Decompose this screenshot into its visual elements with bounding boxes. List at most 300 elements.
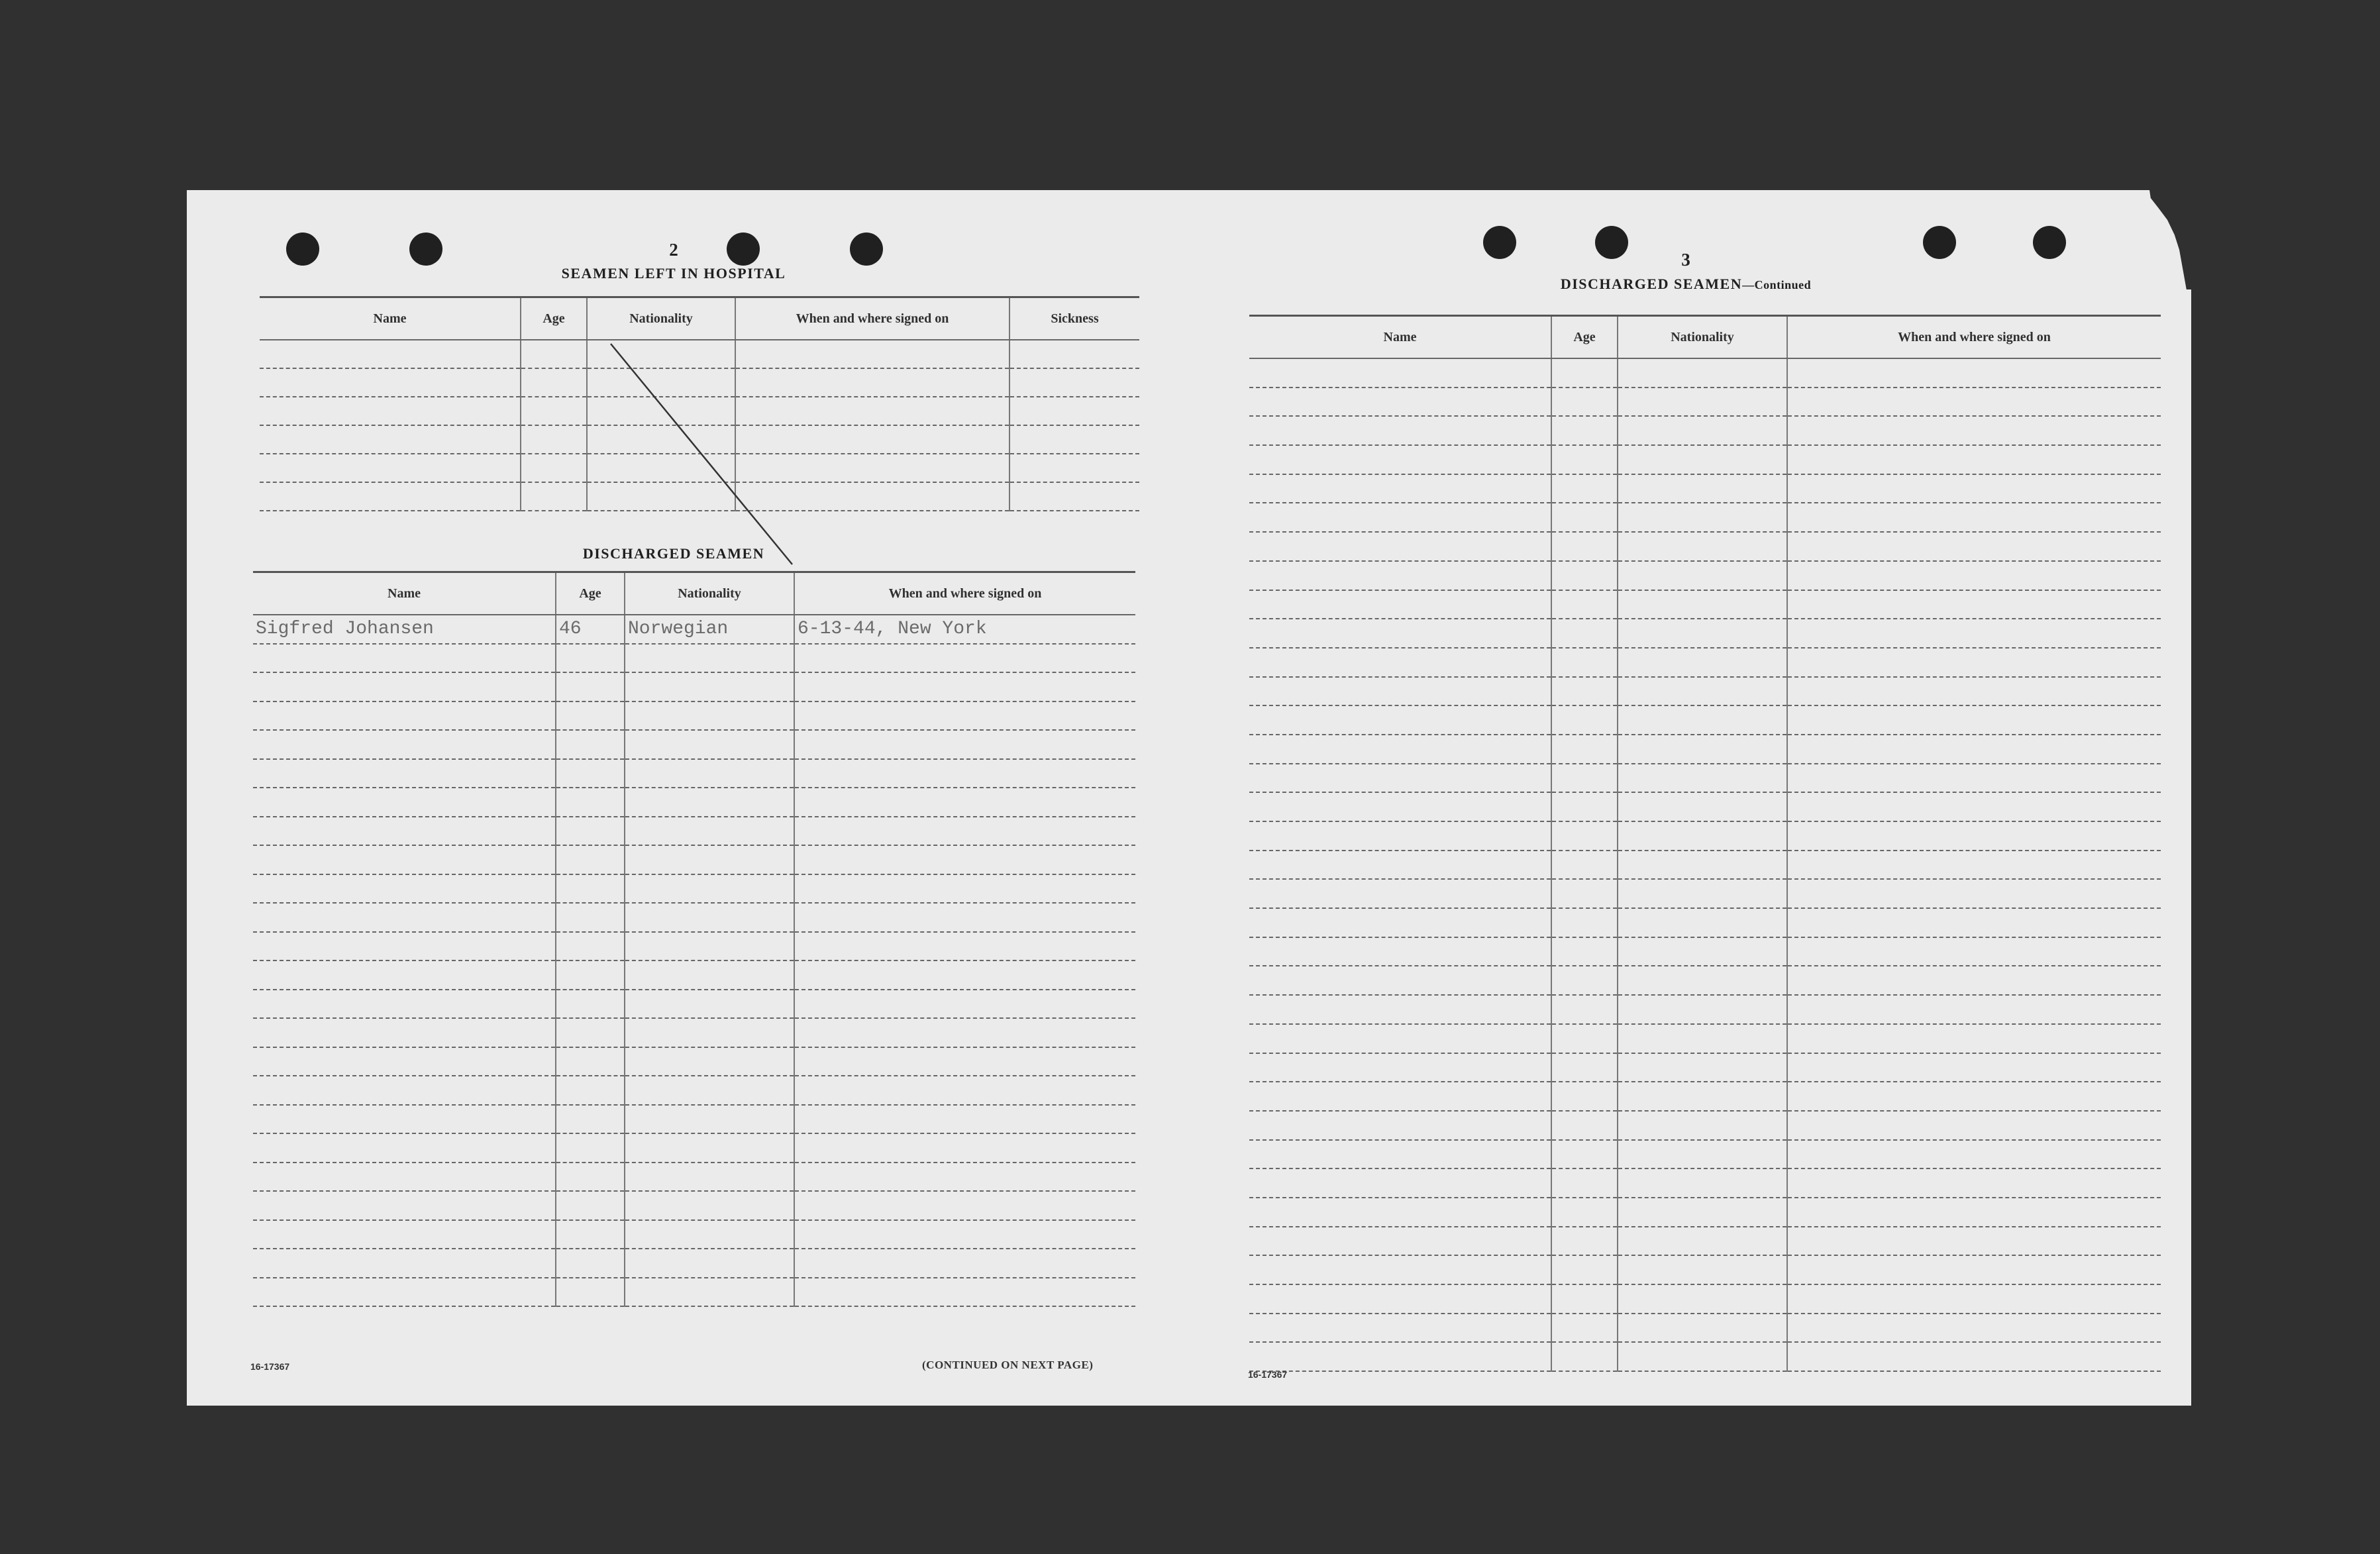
table-cell (1249, 1140, 1551, 1169)
table-cell (1618, 561, 1787, 590)
table-row (253, 1133, 1135, 1163)
table-cell (794, 1047, 1135, 1076)
table-row (1249, 821, 2161, 851)
table-cell (1551, 561, 1618, 590)
column-header: When and where signed on (735, 297, 1009, 340)
table-row (1249, 908, 2161, 937)
table-cell (1787, 995, 2161, 1024)
table-cell (253, 672, 556, 701)
table-cell (253, 788, 556, 817)
table-cell (1249, 503, 1551, 532)
table-cell (253, 1278, 556, 1307)
table-cell (1787, 532, 2161, 561)
table-row (253, 1047, 1135, 1076)
table-cell (625, 1278, 794, 1307)
section-title-text: DISCHARGED SEAMEN (1560, 276, 1743, 292)
table-cell (1551, 705, 1618, 735)
table-cell (1787, 358, 2161, 388)
table-row (1249, 995, 2161, 1024)
table-row (1249, 619, 2161, 648)
column-header: Age (556, 572, 625, 615)
table-cell (794, 1191, 1135, 1220)
table-cell (1249, 1111, 1551, 1140)
table-row (253, 960, 1135, 990)
table-row (253, 1278, 1135, 1307)
table-row (253, 1076, 1135, 1105)
table-row (1249, 590, 2161, 619)
table-cell (794, 1105, 1135, 1134)
table-row (253, 932, 1135, 961)
table-cell (1618, 474, 1787, 503)
table-row (1249, 503, 2161, 532)
column-header: Age (1551, 316, 1618, 359)
table-cell (1249, 416, 1551, 445)
discharged-continued-title (1180, 276, 2191, 293)
table-cell (1249, 851, 1551, 880)
table-row (1249, 735, 2161, 764)
table-cell (794, 1133, 1135, 1163)
table-cell (556, 1163, 625, 1192)
table-row (253, 903, 1135, 932)
torn-corner (2132, 190, 2191, 289)
table-cell (253, 845, 556, 874)
table-cell (556, 672, 625, 701)
table-cell (794, 1076, 1135, 1105)
table-cell (1787, 445, 2161, 474)
table-cell (1618, 1255, 1787, 1284)
ledger-sheet (187, 190, 2191, 1406)
table-row (1249, 792, 2161, 821)
table-cell (556, 1249, 625, 1278)
column-header: Sickness (1009, 297, 1139, 340)
table-cell (1618, 966, 1787, 995)
table-row (1249, 1140, 2161, 1169)
table-cell (794, 788, 1135, 817)
table-cell (1618, 445, 1787, 474)
table-cell (1249, 532, 1551, 561)
table-cell (625, 932, 794, 961)
table-cell (556, 730, 625, 759)
table-cell (1618, 1082, 1787, 1111)
table-cell (625, 1076, 794, 1105)
table-cell (1618, 677, 1787, 706)
page-number: 2 (669, 240, 678, 260)
table-cell (1249, 619, 1551, 648)
table-cell (1618, 821, 1787, 851)
table-cell (794, 817, 1135, 846)
table-cell (556, 1133, 625, 1163)
table-cell (556, 788, 625, 817)
table-cell (1551, 503, 1618, 532)
table-cell (1787, 705, 2161, 735)
table-cell (1249, 474, 1551, 503)
table-row (253, 701, 1135, 731)
table-cell (1551, 851, 1618, 880)
table-cell (253, 1076, 556, 1105)
table-cell (556, 903, 625, 932)
table-row (1249, 1314, 2161, 1343)
table-cell (1249, 1053, 1551, 1082)
table-cell (1787, 1111, 2161, 1140)
table-cell (1787, 1255, 2161, 1284)
table-row (1249, 966, 2161, 995)
table-cell (625, 672, 794, 701)
table-cell (1249, 648, 1551, 677)
table-cell (625, 1018, 794, 1047)
table-cell (1618, 705, 1787, 735)
table-cell (1249, 995, 1551, 1024)
table-cell (625, 817, 794, 846)
table-row (253, 990, 1135, 1019)
table-cell (1551, 1168, 1618, 1198)
table-cell (794, 1249, 1135, 1278)
table-cell (1618, 1053, 1787, 1082)
table-cell (625, 701, 794, 731)
table-cell (1551, 1111, 1618, 1140)
table-row (1249, 445, 2161, 474)
table-cell (1551, 764, 1618, 793)
table-cell (253, 1191, 556, 1220)
table-cell (1551, 1024, 1618, 1053)
table-cell (794, 990, 1135, 1019)
table-row (253, 759, 1135, 788)
column-header: Name (260, 297, 521, 340)
table-cell (253, 1133, 556, 1163)
table-cell (1551, 474, 1618, 503)
table-cell (1618, 879, 1787, 908)
column-header: When and where signed on (1787, 316, 2161, 359)
column-header: Name (1249, 316, 1551, 359)
table-cell (625, 1191, 794, 1220)
table-row (1249, 1111, 2161, 1140)
table-cell (1618, 590, 1787, 619)
table-cell (253, 1249, 556, 1278)
table-cell (1551, 1082, 1618, 1111)
table-row (1249, 388, 2161, 417)
table-cell (1618, 1314, 1787, 1343)
table-row (1249, 532, 2161, 561)
hospital-section-title: SEAMEN LEFT IN HOSPITAL (561, 265, 786, 282)
table-cell (1551, 1140, 1618, 1169)
column-header: Age (521, 297, 587, 340)
table-cell (253, 759, 556, 788)
table-row (253, 788, 1135, 817)
table-cell (1249, 358, 1551, 388)
table-row (253, 644, 1135, 673)
table-cell (794, 960, 1135, 990)
table-cell (1787, 735, 2161, 764)
table-cell (1787, 851, 2161, 880)
table-cell (1787, 590, 2161, 619)
table-cell (1618, 1342, 1787, 1371)
table-cell (1551, 937, 1618, 966)
table-cell (1787, 1053, 2161, 1082)
table-row (1249, 358, 2161, 388)
table-cell (625, 1105, 794, 1134)
table-cell (1787, 792, 2161, 821)
table-cell (1551, 388, 1618, 417)
table-cell (1551, 677, 1618, 706)
table-row (1249, 705, 2161, 735)
table-row (253, 1105, 1135, 1134)
table-row (1249, 764, 2161, 793)
table-row (253, 1163, 1135, 1192)
table-cell (1551, 1227, 1618, 1256)
table-cell (1249, 388, 1551, 417)
table-cell (1787, 937, 2161, 966)
table-cell (556, 1278, 625, 1307)
section-title-suffix: —Continued (1742, 278, 1812, 291)
table-cell (1787, 1024, 2161, 1053)
table-cell (1618, 764, 1787, 793)
table-cell (1618, 1227, 1787, 1256)
table-cell (253, 874, 556, 904)
table-cell (1249, 705, 1551, 735)
table-cell (1787, 1140, 2161, 1169)
table-row (253, 730, 1135, 759)
table-cell (1618, 416, 1787, 445)
table-cell (556, 759, 625, 788)
table-cell (1618, 1140, 1787, 1169)
table-row (253, 672, 1135, 701)
table-row (1249, 1053, 2161, 1082)
table-cell (556, 1220, 625, 1249)
table-cell (794, 1278, 1135, 1307)
table-cell (253, 644, 556, 673)
table-cell (1249, 1255, 1551, 1284)
table-row (253, 1220, 1135, 1249)
table-cell (1551, 792, 1618, 821)
table-row (253, 1018, 1135, 1047)
table-cell (253, 701, 556, 731)
table-cell (1551, 966, 1618, 995)
table-cell (1249, 937, 1551, 966)
form-code: 16-17367 (250, 1361, 290, 1372)
table-cell (794, 845, 1135, 874)
table-cell (253, 1105, 556, 1134)
form-code: 16-17367 (1248, 1369, 1288, 1380)
table-cell (1551, 1314, 1618, 1343)
table-cell (1249, 764, 1551, 793)
table-cell (1551, 1284, 1618, 1314)
discharged-continued-table (1249, 315, 2161, 1372)
table-cell (1618, 1284, 1787, 1314)
table-row (1249, 416, 2161, 445)
table-cell (1787, 821, 2161, 851)
column-header: When and where signed on (794, 572, 1135, 615)
table-cell (556, 1018, 625, 1047)
table-row (253, 1191, 1135, 1220)
discharged-section-title: DISCHARGED SEAMEN (582, 545, 765, 562)
table-cell (625, 960, 794, 990)
table-cell (556, 1191, 625, 1220)
table-cell (1618, 995, 1787, 1024)
table-cell (1249, 879, 1551, 908)
table-cell (253, 1220, 556, 1249)
table-row (1249, 851, 2161, 880)
table-cell (1551, 648, 1618, 677)
left-page (187, 190, 1161, 1406)
column-header: Nationality (587, 297, 735, 340)
table-cell (794, 874, 1135, 904)
table-cell (1249, 561, 1551, 590)
table-cell (1551, 358, 1618, 388)
table-cell (1787, 474, 2161, 503)
table-cell (625, 1133, 794, 1163)
table-cell (1551, 908, 1618, 937)
table-row (1249, 677, 2161, 706)
table-cell (556, 1076, 625, 1105)
table-cell (625, 990, 794, 1019)
table-cell (625, 1220, 794, 1249)
table-cell (1551, 735, 1618, 764)
table-cell (1249, 1168, 1551, 1198)
table-cell (1618, 358, 1787, 388)
table-cell (556, 960, 625, 990)
table-cell (1551, 995, 1618, 1024)
table-row (253, 874, 1135, 904)
table-row (253, 845, 1135, 874)
table-cell (1618, 1198, 1787, 1227)
table-row (253, 615, 1135, 644)
table-cell (1249, 735, 1551, 764)
table-cell (253, 1047, 556, 1076)
table-cell (1249, 821, 1551, 851)
table-row (253, 1249, 1135, 1278)
table-cell (253, 817, 556, 846)
table-cell (1787, 879, 2161, 908)
table-cell (1249, 792, 1551, 821)
table-cell (1787, 677, 2161, 706)
table-cell (1551, 416, 1618, 445)
table-cell (1787, 619, 2161, 648)
table-row (1249, 648, 2161, 677)
table-cell (1249, 966, 1551, 995)
table-cell: 6-13-44, New York (794, 615, 1135, 644)
table-cell (556, 1105, 625, 1134)
table-cell (1618, 648, 1787, 677)
table-cell (253, 730, 556, 759)
continued-note: (CONTINUED ON NEXT PAGE) (922, 1359, 1094, 1371)
table-cell (1787, 416, 2161, 445)
table-row (1249, 1342, 2161, 1371)
table-cell (556, 874, 625, 904)
table-cell (794, 644, 1135, 673)
table-cell: 46 (556, 615, 625, 644)
table-cell (556, 701, 625, 731)
table-cell (1618, 792, 1787, 821)
table-cell (1551, 1255, 1618, 1284)
table-cell (625, 759, 794, 788)
table-cell (1551, 879, 1618, 908)
table-cell (625, 903, 794, 932)
table-cell (794, 932, 1135, 961)
table-cell (1787, 503, 2161, 532)
right-page (1180, 190, 2191, 1406)
table-row (253, 817, 1135, 846)
table-cell (1787, 1342, 2161, 1371)
table-cell (794, 701, 1135, 731)
table-cell (1249, 908, 1551, 937)
table-cell (253, 932, 556, 961)
table-cell (1551, 821, 1618, 851)
table-cell (1249, 1198, 1551, 1227)
table-cell (1618, 937, 1787, 966)
table-row (1249, 474, 2161, 503)
table-cell (556, 845, 625, 874)
column-header: Nationality (1618, 316, 1787, 359)
table-cell (1787, 1082, 2161, 1111)
table-row (1249, 1082, 2161, 1111)
page-number: 3 (1681, 250, 1690, 270)
table-cell (625, 1163, 794, 1192)
table-row (1249, 1198, 2161, 1227)
table-cell (1787, 908, 2161, 937)
table-cell (1249, 1082, 1551, 1111)
table-cell (1787, 1168, 2161, 1198)
table-cell (1618, 619, 1787, 648)
table-cell (1249, 1314, 1551, 1343)
table-cell (794, 759, 1135, 788)
table-cell (1618, 908, 1787, 937)
table-cell (556, 1047, 625, 1076)
table-cell (625, 788, 794, 817)
table-cell (1249, 677, 1551, 706)
table-row (1249, 1227, 2161, 1256)
table-cell (1249, 1284, 1551, 1314)
table-cell (1787, 1198, 2161, 1227)
table-cell (1551, 619, 1618, 648)
table-cell (1787, 1284, 2161, 1314)
table-cell (556, 644, 625, 673)
table-cell (1787, 764, 2161, 793)
table-cell (794, 1163, 1135, 1192)
table-cell (1787, 388, 2161, 417)
table-cell (1551, 532, 1618, 561)
table-cell (1618, 851, 1787, 880)
table-cell (625, 874, 794, 904)
table-row (1249, 1168, 2161, 1198)
table-cell (1618, 1111, 1787, 1140)
table-row (1249, 879, 2161, 908)
table-row (1249, 937, 2161, 966)
table-cell (253, 990, 556, 1019)
table-cell (1551, 1342, 1618, 1371)
table-cell (1618, 388, 1787, 417)
table-cell (1618, 1168, 1787, 1198)
table-cell (625, 1047, 794, 1076)
table-cell (1551, 1198, 1618, 1227)
table-cell (625, 1249, 794, 1278)
table-cell (625, 730, 794, 759)
column-header: Name (253, 572, 556, 615)
table-cell: Norwegian (625, 615, 794, 644)
table-row (1249, 1255, 2161, 1284)
table-row (1249, 1024, 2161, 1053)
table-cell (253, 903, 556, 932)
table-cell (1249, 1024, 1551, 1053)
table-cell (625, 644, 794, 673)
table-cell (625, 845, 794, 874)
table-cell (1551, 445, 1618, 474)
table-cell (1618, 503, 1787, 532)
table-cell (1787, 648, 2161, 677)
table-cell (1551, 1053, 1618, 1082)
table-cell (556, 990, 625, 1019)
table-cell (253, 960, 556, 990)
table-cell (794, 730, 1135, 759)
table-cell (253, 1163, 556, 1192)
